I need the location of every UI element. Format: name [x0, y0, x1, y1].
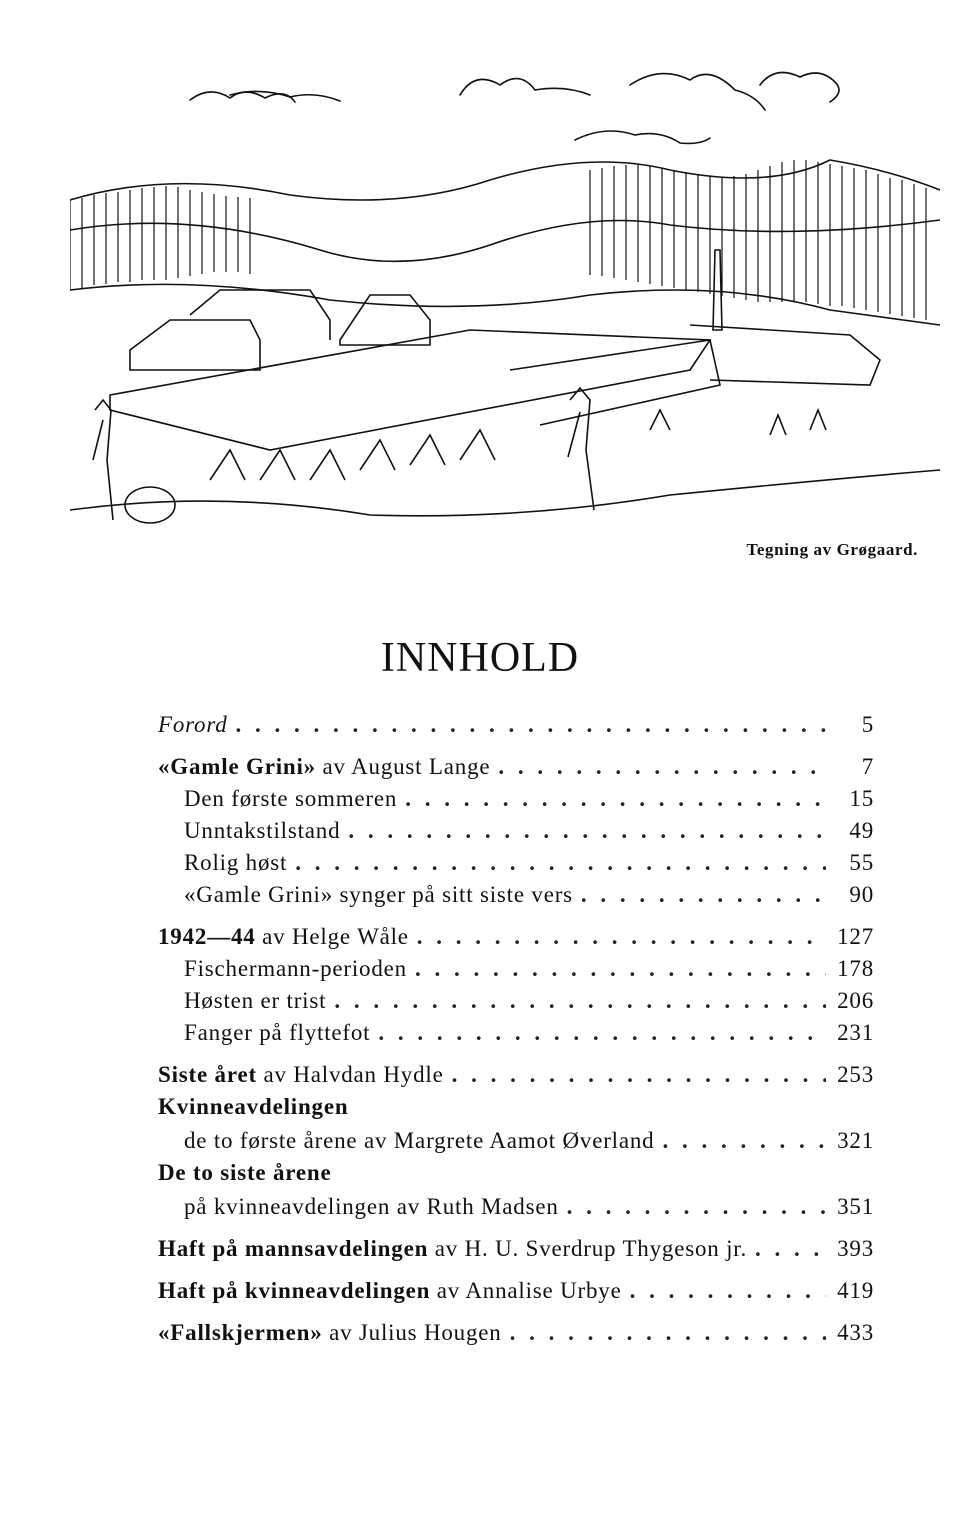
toc-row: Høsten er trist . . . 206: [158, 988, 874, 1020]
cloud: [230, 91, 340, 101]
cloud: [630, 74, 765, 110]
chimney: [713, 250, 722, 330]
hill-line: [70, 284, 940, 325]
toc-row: Siste året av Halvdan Hydle . . . 253: [158, 1062, 874, 1094]
toc-heading: Kvinneavdelingen: [158, 1094, 349, 1119]
guard-figure: [568, 388, 594, 510]
toc-row: Haft på mannsavdelingen av H. U. Sverdrup Thygeson jr. . . . 393: [158, 1236, 874, 1268]
cloud: [460, 79, 590, 95]
toc-row: de to første årene av Margrete Aamot Øverland . . . 321: [158, 1128, 874, 1160]
barrack-long: [510, 340, 720, 425]
toc-row: Haft på kvinneavdelingen av Annalise Urbye . . . 419: [158, 1278, 874, 1310]
ground-line: [70, 470, 940, 516]
toc-row: Fischermann-perioden . . . 178: [158, 956, 874, 988]
hill-line: [70, 220, 940, 261]
prisoner-row: [210, 430, 495, 480]
toc-row: Den første sommeren . . . 15: [158, 786, 874, 818]
roller: [125, 487, 175, 523]
camp-landscape-drawing: [70, 40, 940, 530]
toc-row: 1942—44 av Helge Wåle . . . 127: [158, 924, 874, 956]
toc-heading: De to siste årene: [158, 1160, 332, 1185]
toc-row: «Gamle Grini» synger på sitt siste vers . . . 90: [158, 882, 874, 914]
toc-row: Fanger på flyttefot . . . 231: [158, 1020, 874, 1052]
building: [130, 320, 260, 370]
toc-row: på kvinneavdelingen av Ruth Madsen . . . 351: [158, 1194, 874, 1226]
table-of-contents: [158, 712, 874, 1352]
worker-figures: [650, 410, 826, 435]
toc-row: «Fallskjermen» av Julius Hougen . . . 433: [158, 1320, 874, 1352]
page-title: INNHOLD: [380, 635, 580, 681]
toc-row: Forord . . . 5: [158, 712, 874, 744]
hill-line: [70, 160, 940, 200]
cloud: [575, 131, 710, 143]
barrack-roof: [110, 330, 710, 450]
toc-row: Rolig høst . . . 55: [158, 850, 874, 882]
building: [190, 290, 330, 340]
guard-figure: [93, 400, 113, 520]
toc-row: Unntakstilstand . . . 49: [158, 818, 874, 850]
toc-row: «Gamle Grini» av August Lange . . . 7: [158, 754, 874, 786]
illustration-caption: Tegning av Grøgaard.: [746, 540, 918, 559]
cloud: [760, 73, 839, 103]
